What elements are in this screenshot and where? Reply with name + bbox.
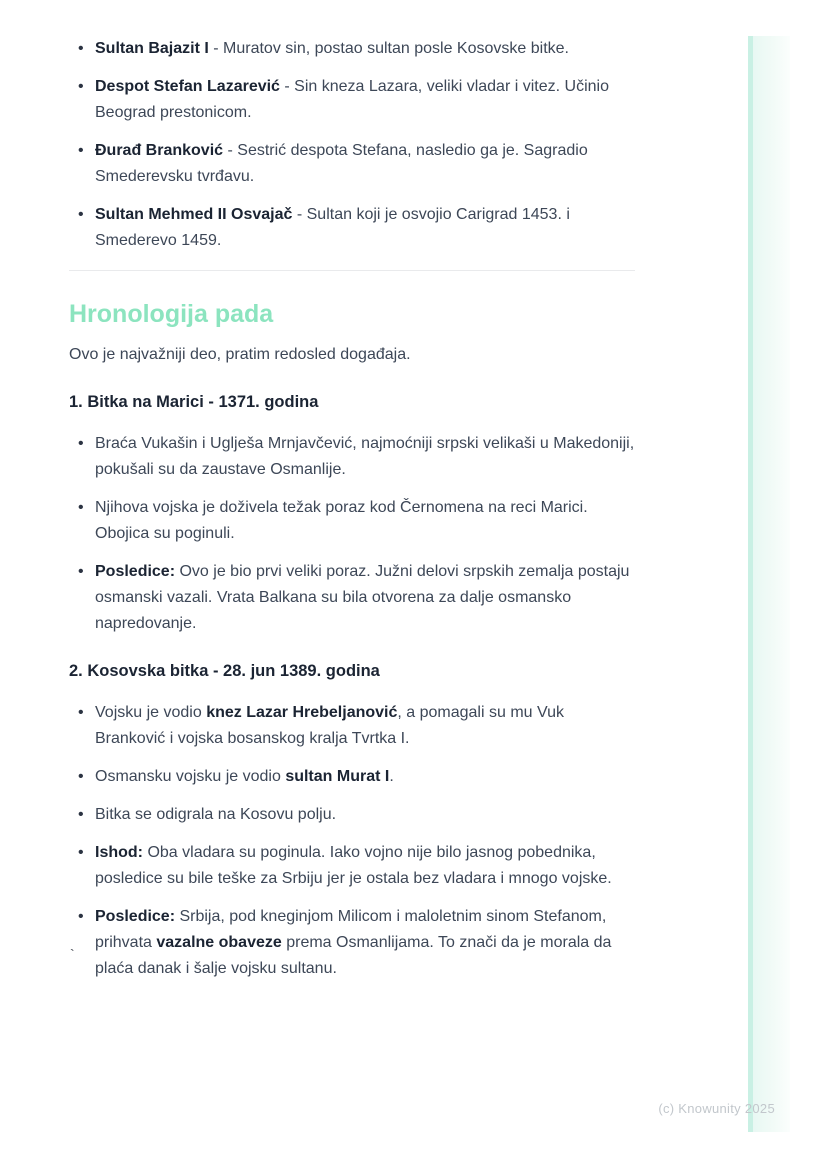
list-item [69,802,635,828]
list-item [69,36,635,62]
battle1-list [69,431,635,637]
bold-segment: knez Lazar Hrebeljanović [206,704,398,721]
bold-segment: Posledice: [95,908,176,925]
battle2-title: 2. Kosovska bitka - 28. jun 1389. godina [69,662,380,680]
list-item [69,431,635,483]
list-item [69,74,635,126]
list-item [69,904,635,982]
ruler-name: Despot Stefan Lazarević [95,78,280,95]
text-segment: Srbija, pod kneginjom Milicom i maloletnim sinom Stefanom, prihvata [95,908,607,951]
text-segment: prema Osmanlijama. To znači da je morala da plaća danak i šalje vojsku sultanu. [95,934,612,977]
section-heading: Hronologija pada [69,300,274,328]
ruler-name: Đurađ Branković [95,142,224,159]
text-segment: - Sin kneza Lazara, veliki vladar i vitez. Učinio Beograd prestonicom. [95,78,609,121]
text-segment: Oba vladara su poginula. Iako vojno nije bilo jasnog pobednika, posledice su bile teške za Srbiju jer je ostala bez vladara i mnogo vojske. [95,844,612,887]
text-segment: Vojsku je vodio [95,704,207,721]
document-content [69,36,635,994]
copyright-watermark: (c) Knowunity 2025 [658,1101,775,1116]
ruler-name: Sultan Bajazit I [95,40,209,57]
stray-backtick: ` [70,946,75,962]
text-segment: Osmansku vojsku je vodio [95,768,286,785]
battle1-title: 1. Bitka na Marici - 1371. godina [69,393,319,411]
list-item [69,495,635,547]
list-item [69,559,635,637]
text-segment: Bitka se odigrala na Kosovu polju. [95,806,337,823]
list-item [69,700,635,752]
section-divider [69,270,635,271]
text-segment: - Muratov sin, postao sultan posle Kosovske bitke. [208,40,569,57]
bold-segment: Posledice: [95,563,176,580]
text-segment: Braća Vukašin i Uglješa Mrnjavčević, najmoćniji srpski velikaši u Makedoniji, pokušali su da zaustave Osmanlije. [95,435,635,478]
list-item [69,138,635,190]
text-segment: - Sestrić despota Stefana, nasledio ga je. Sagradio Smederevsku tvrđavu. [95,142,588,185]
bold-segment: sultan Murat I [285,768,390,785]
list-item [69,202,635,254]
text-segment: . [389,768,394,785]
text-segment: - Sultan koji je osvojio Carigrad 1453. i Smederevo 1459. [95,206,570,249]
text-segment: Njihova vojska je doživela težak poraz kod Černomena na reci Marici. Obojica su poginuli. [95,499,588,542]
battle2-list [69,700,635,982]
rulers-list [69,36,635,254]
list-item [69,764,635,790]
text-segment: Ovo je bio prvi veliki poraz. Južni delovi srpskih zemalja postaju osmanski vazali. Vrata Balkana su bila otvorena za dalje osmansko napredovanje. [95,563,630,632]
ruler-name: Sultan Mehmed II Osvajač [95,206,293,223]
bold-segment: vazalne obaveze [156,934,282,951]
bold-segment: Ishod: [95,844,143,861]
page-accent-bar [748,36,790,1132]
list-item [69,840,635,892]
text-segment: , a pomagali su mu Vuk Branković i vojska bosanskog kralja Tvrtka I. [95,704,564,747]
section-lead: Ovo je najvažniji deo, pratim redosled događaja. [69,346,411,363]
